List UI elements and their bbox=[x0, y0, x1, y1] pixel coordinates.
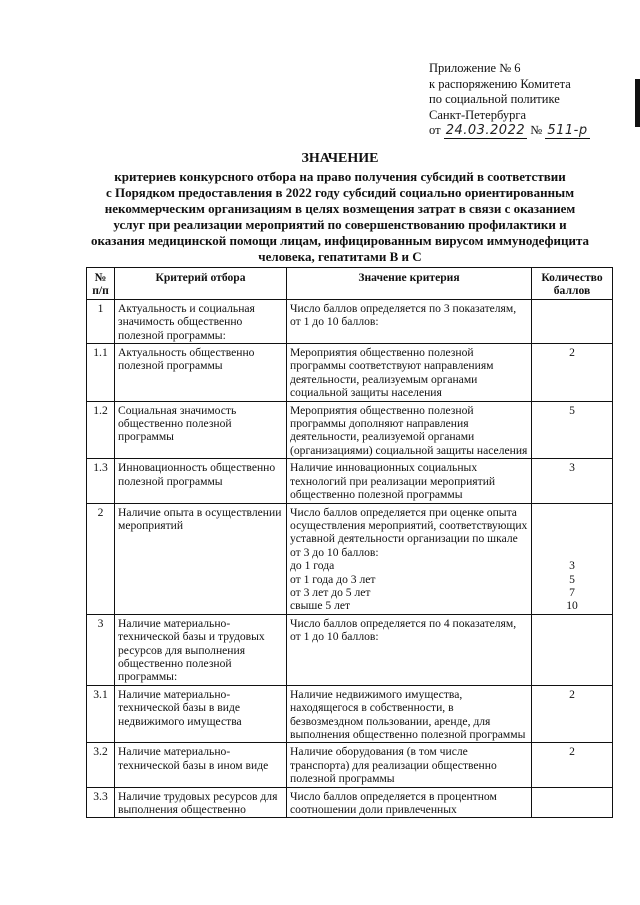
row-criterion: Наличие материально-технической базы в виде недвижимого имущества bbox=[115, 685, 287, 743]
row-num: 1 bbox=[87, 299, 115, 343]
row-criterion: Социальная значимость общественно полезной программы bbox=[115, 401, 287, 459]
header-num: № п/п bbox=[87, 268, 115, 300]
row-num: 3 bbox=[87, 614, 115, 685]
row-points bbox=[532, 787, 613, 818]
row-num: 1.2 bbox=[87, 401, 115, 459]
table-header-row bbox=[87, 268, 613, 300]
table-row bbox=[87, 685, 613, 743]
row-points bbox=[532, 299, 613, 343]
date-prefix: от bbox=[429, 123, 441, 137]
row-num: 1.3 bbox=[87, 459, 115, 503]
annex-line: Приложение № 6 bbox=[429, 61, 521, 75]
table-row bbox=[87, 787, 613, 818]
header-points: Количество баллов bbox=[532, 268, 613, 300]
experience-scale-points bbox=[535, 559, 609, 613]
row-value: Наличие инновационных социальных технологий при реализации мероприятий общественно полезной программы bbox=[287, 459, 532, 503]
handwritten-date: 24.03.2022 bbox=[445, 123, 526, 138]
row-points: 5 bbox=[532, 401, 613, 459]
table-row bbox=[87, 299, 613, 343]
row-criterion: Актуальность общественно полезной программы bbox=[115, 344, 287, 402]
row-value: Мероприятия общественно полезной программы дополняют направления деятельности, реализуемой органами (организациями) социальной защиты населения bbox=[287, 401, 532, 459]
scale-label: до 1 года bbox=[290, 559, 335, 573]
experience-scale bbox=[290, 559, 528, 613]
scale-label: от 1 года до 3 лет bbox=[290, 572, 376, 586]
annex-date-line bbox=[429, 123, 590, 139]
document-title bbox=[60, 151, 620, 265]
row-value: Наличие недвижимого имущества, находящегося в собственности, в безвозмездном пользовании, аренде, для выполнения общественно полезной программы bbox=[287, 685, 532, 743]
title-line: оказания медицинской помощи лицам, инфицированным вирусом иммунодефицита bbox=[90, 233, 590, 248]
scale-points: 10 bbox=[566, 599, 578, 613]
row-num: 2 bbox=[87, 503, 115, 614]
row-points: 3 bbox=[532, 459, 613, 503]
table-row bbox=[87, 459, 613, 503]
scale-points: 7 bbox=[569, 585, 575, 599]
row-value: Мероприятия общественно полезной программы соответствуют направлениям деятельности, реализуемым органами социальной защиты населения bbox=[287, 344, 532, 402]
row-points bbox=[532, 614, 613, 685]
row-criterion: Актуальность и социальная значимость общественно полезной программы: bbox=[115, 299, 287, 343]
row-value-intro: Число баллов определяется при оценке опыта осуществления мероприятий, соответствующих уставной деятельности организации по шкале от 3 до 10 баллов: bbox=[290, 505, 528, 559]
row-num: 3.2 bbox=[87, 743, 115, 787]
row-points: 2 bbox=[532, 685, 613, 743]
table-row bbox=[87, 344, 613, 402]
title-line: с Порядком предоставления в 2022 году субсидий социально ориентированным bbox=[105, 185, 575, 200]
row-value: Число баллов определяется по 3 показателям, от 1 до 10 баллов: bbox=[287, 299, 532, 343]
row-criterion: Наличие материально-технической базы и трудовых ресурсов для выполнения общественно полезной программы: bbox=[115, 614, 287, 685]
title-line: критериев конкурсного отбора на право получения субсидий в соответствии bbox=[114, 169, 566, 184]
table-row bbox=[87, 503, 613, 614]
row-criterion: Наличие трудовых ресурсов для выполнения общественно bbox=[115, 787, 287, 818]
header-value: Значение критерия bbox=[287, 268, 532, 300]
row-criterion: Инновационность общественно полезной программы bbox=[115, 459, 287, 503]
row-criterion: Наличие опыта в осуществлении мероприятий bbox=[115, 503, 287, 614]
number-prefix: № bbox=[530, 123, 543, 137]
header-criterion: Критерий отбора bbox=[115, 268, 287, 300]
title-line: человека, гепатитами В и С bbox=[258, 249, 422, 264]
annex-line: Санкт-Петербурга bbox=[429, 107, 527, 122]
scale-label: свыше 5 лет bbox=[290, 599, 351, 613]
row-points: 2 bbox=[532, 344, 613, 402]
criteria-table bbox=[86, 267, 613, 818]
row-points: 2 bbox=[532, 743, 613, 787]
scale-points: 5 bbox=[569, 572, 575, 586]
row-points bbox=[532, 503, 613, 614]
table-row bbox=[87, 743, 613, 787]
table-row bbox=[87, 614, 613, 685]
handwritten-number: 511-р bbox=[547, 123, 588, 138]
row-num: 3.1 bbox=[87, 685, 115, 743]
scale-points: 3 bbox=[569, 559, 575, 573]
row-criterion: Наличие материально-технической базы в ином виде bbox=[115, 743, 287, 787]
row-value: Число баллов определяется в процентном соотношении доли привлеченных bbox=[287, 787, 532, 818]
annex-line: по социальной политике bbox=[429, 92, 560, 106]
scan-edge-mark bbox=[635, 79, 640, 127]
title-heading: ЗНАЧЕНИЕ bbox=[301, 151, 379, 166]
row-num: 3.3 bbox=[87, 787, 115, 818]
annex-line: к распоряжению Комитета bbox=[429, 76, 571, 91]
row-num: 1.1 bbox=[87, 344, 115, 402]
title-line: некоммерческим организациям в целях возмещения затрат в связи с оказанием bbox=[104, 201, 576, 216]
table-row bbox=[87, 401, 613, 459]
annex-header bbox=[429, 61, 590, 139]
scale-label: от 3 лет до 5 лет bbox=[290, 585, 371, 599]
row-value: Число баллов определяется по 4 показателям, от 1 до 10 баллов: bbox=[287, 614, 532, 685]
row-value: Наличие оборудования (в том числе транспорта) для реализации общественно полезной программы bbox=[287, 743, 532, 787]
row-value bbox=[287, 503, 532, 614]
title-line: услуг при реализации мероприятий по совершенствованию профилактики и bbox=[113, 217, 567, 232]
